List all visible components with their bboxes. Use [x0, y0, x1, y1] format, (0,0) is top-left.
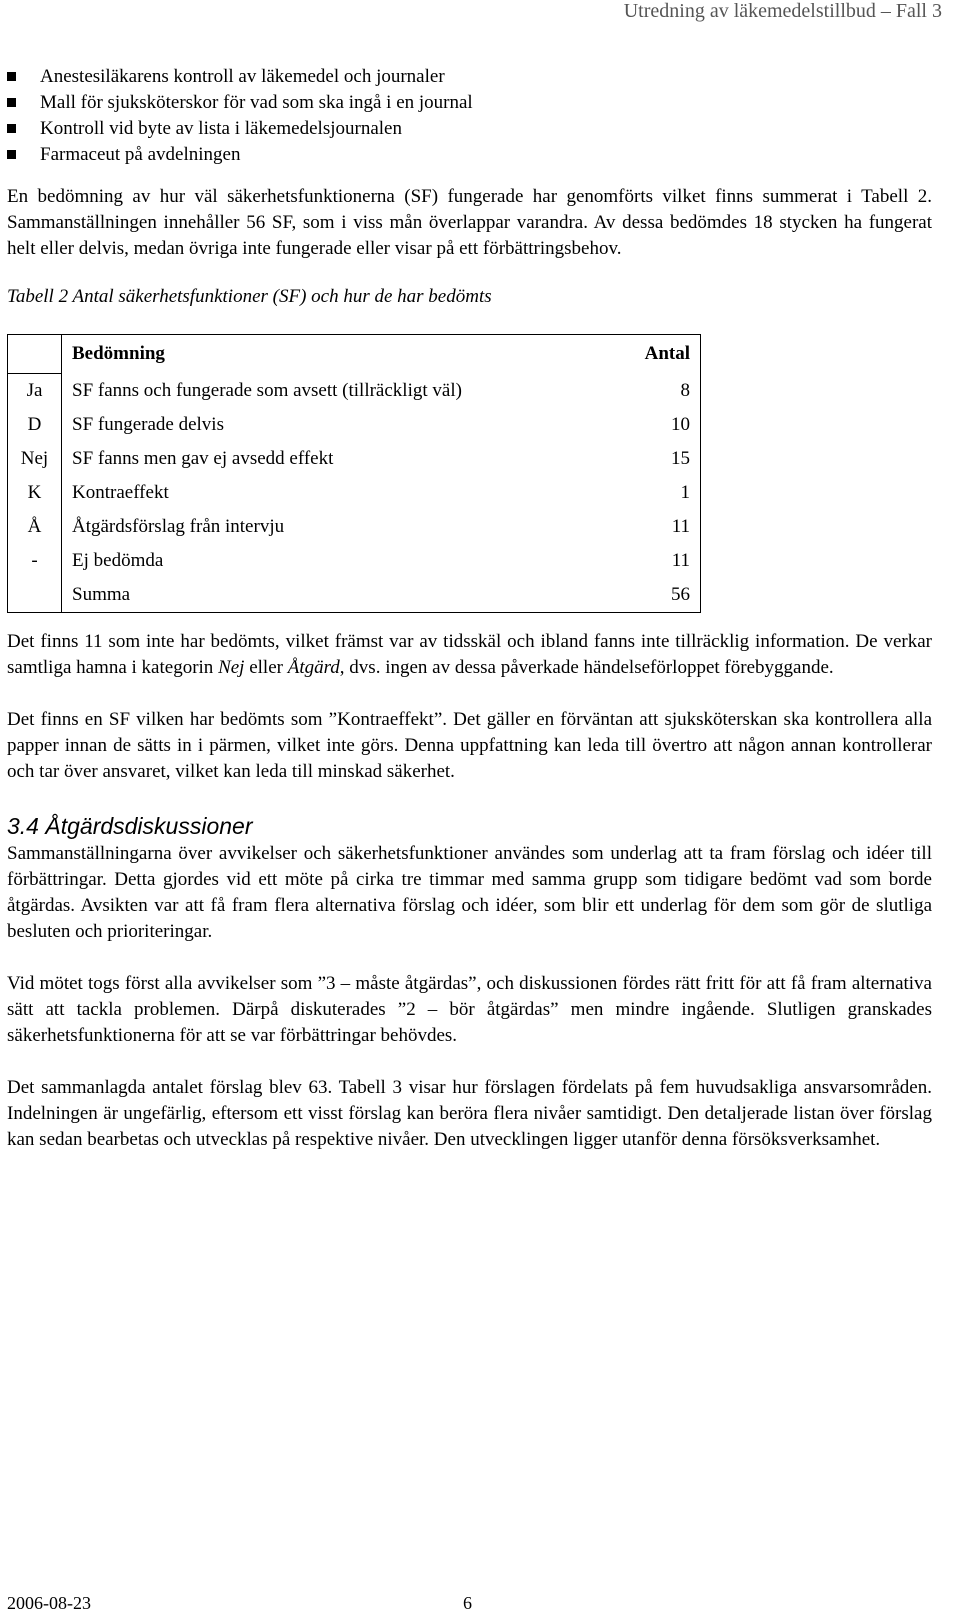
- text-segment: eller: [244, 657, 288, 678]
- table-row: [8, 442, 701, 476]
- section-title: Åtgärdsdiskussioner: [45, 813, 253, 839]
- assessment-intro-paragraph: En bedömning av hur väl säkerhetsfunktionerna (SF) fungerade har genomförts vilket finns summerat i Tabell 2. Sammanställningen innehåller 56 SF, som i viss mån överlappar varandra. Av dessa bedömdes 18 stycken ha fungerat helt eller delvis, medan övriga inte fungerade eller visar på ett förbättringsbehov.: [7, 186, 932, 259]
- footer-date: 2006-08-23: [7, 1593, 91, 1613]
- table-2: [7, 334, 701, 613]
- row-code: Nej: [8, 442, 62, 476]
- emphasis-nej: Nej: [218, 657, 245, 678]
- measures-list: [7, 64, 932, 168]
- row-assessment: SF fungerade delvis: [72, 414, 224, 435]
- actions-paragraph-2: Vid mötet togs först alla avvikelser som ”3 – måste åtgärdas”, och diskussionen fördes rätt fritt för att få fram alternativa sätt att tackla problemen. Därpå diskuterades ”2 – bör åtgärdas” men mindre ingående. Slutligen granskades säkerhetsfunktionerna för att se var förbättringar behövdes.: [7, 973, 932, 1046]
- text-segment: Det finns 11 som inte har bedömts, vilket främst var av tidsskäl och ibland fanns inte tillräcklig information. De verkar samtliga hamna i kategorin: [7, 631, 932, 678]
- section-number: 3.4: [7, 813, 39, 839]
- emphasis-atgard: Åtgärd: [287, 657, 340, 678]
- table-row: [8, 544, 701, 578]
- table-row: [8, 510, 701, 544]
- header-code: [8, 335, 62, 374]
- table-row: [8, 476, 701, 510]
- row-assessment: SF fanns och fungerade som avsett (tillräckligt väl): [72, 379, 462, 401]
- list-item: [7, 90, 932, 116]
- row-assessment: Åtgärdsförslag från intervju: [72, 516, 285, 537]
- row-count: 11: [592, 510, 701, 544]
- list-item-text: Farmaceut på avdelningen: [40, 144, 241, 165]
- table-row-total: [8, 578, 701, 613]
- running-header: Utredning av läkemedelstillbud – Fall 3: [623, 0, 942, 22]
- list-item: [7, 142, 932, 168]
- row-code: -: [8, 544, 62, 578]
- row-code: K: [8, 476, 62, 510]
- page-content: [7, 64, 932, 1153]
- list-item: [7, 116, 932, 142]
- row-assessment: SF fanns men gav ej avsedd effekt: [72, 448, 334, 469]
- row-count: 8: [592, 374, 701, 409]
- row-code: Å: [8, 510, 62, 544]
- text-segment: , dvs. ingen av dessa påverkade händelseförloppet förebyggande.: [339, 657, 834, 678]
- table-caption: Tabell 2 Antal säkerhetsfunktioner (SF) och hur de har bedömts: [7, 286, 492, 307]
- table-header-row: [8, 335, 701, 374]
- table-row: [8, 408, 701, 442]
- actions-paragraph-1: Sammanställningarna över avvikelser och säkerhetsfunktioner användes som underlag att ta fram förslag och idéer till förbättringar. Detta gjordes vid ett möte på cirka tre timmar med samma grupp som tidigare bedömt vad som borde åtgärdas. Avsikten var att få fram flera alternativa förslag och idéer, som blir ett underlag för dem som gör de slutliga besluten och prioriteringar.: [7, 843, 932, 942]
- row-code: [8, 578, 62, 613]
- row-count: 56: [592, 578, 701, 613]
- header-assessment: Bedömning: [62, 335, 593, 374]
- row-count: 15: [592, 442, 701, 476]
- page-number: 6: [463, 1593, 472, 1613]
- row-count: 1: [592, 476, 701, 510]
- row-code: D: [8, 408, 62, 442]
- table-row: [8, 374, 701, 409]
- actions-paragraph-3: Det sammanlagda antalet förslag blev 63. Tabell 3 visar hur förslagen fördelats på fem huvudsakliga ansvarsområden. Indelningen är ungefärlig, eftersom ett visst förslag kan beröra flera nivåer samtidigt. Den detaljerade listan över förslag kan sedan bearbetas och utvecklas på respektive nivåer. Den utvecklingen ligger utanför denna försöksverksamhet.: [7, 1077, 932, 1150]
- row-code: Ja: [8, 374, 62, 409]
- row-assessment: Kontraeffekt: [72, 482, 169, 503]
- row-count: 11: [592, 544, 701, 578]
- list-item: [7, 64, 932, 90]
- row-assessment: Summa: [62, 578, 593, 613]
- not-assessed-paragraph: [7, 629, 932, 681]
- list-item-text: Anestesiläkarens kontroll av läkemedel och journaler: [40, 66, 445, 87]
- list-item-text: Kontroll vid byte av lista i läkemedelsjournalen: [40, 118, 402, 139]
- counter-effect-paragraph: Det finns en SF vilken har bedömts som ”Kontraeffekt”. Det gäller en förväntan att sjuksköterskan ska kontrollera alla papper innan de sätts in i pärmen, vilket inte görs. Denna uppfattning kan leda till övertro att någon annan kontrollerar och tar över ansvaret, vilket kan leda till minskad säkerhet.: [7, 709, 932, 782]
- header-count: Antal: [592, 335, 701, 374]
- list-item-text: Mall för sjuksköterskor för vad som ska ingå i en journal: [40, 92, 473, 113]
- square-bullet-icon: [7, 124, 16, 133]
- row-count: 10: [592, 408, 701, 442]
- square-bullet-icon: [7, 98, 16, 107]
- section-heading: [7, 811, 932, 841]
- row-assessment: Ej bedömda: [72, 550, 164, 571]
- square-bullet-icon: [7, 150, 16, 159]
- square-bullet-icon: [7, 72, 16, 81]
